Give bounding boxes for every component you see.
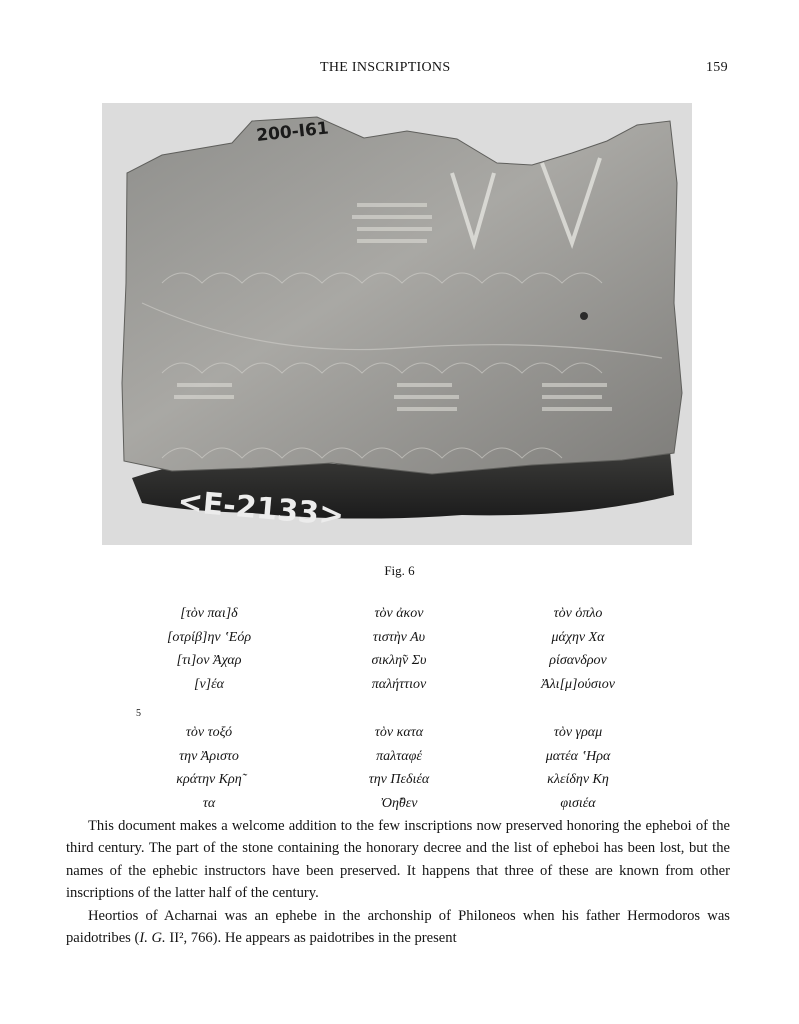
inscription-line: την Πεδιέα [368, 772, 430, 787]
inscription-line: [τι]ον Ἀχαρ [176, 653, 242, 668]
inscription-column-1 [129, 602, 289, 815]
body-text [66, 815, 730, 949]
figure-caption: Fig. 6 [384, 563, 415, 578]
inscription-line: [οτρίβ]ην ʽΕόρ [166, 629, 252, 645]
inscription-line: κράτην Κρη̃ [176, 772, 242, 787]
inscription-line: την Ἀριστο [179, 748, 239, 764]
inscription-line: τὸν ἀκον [374, 606, 424, 621]
inscription-line: [τὸν παι]δ [180, 606, 238, 621]
citation-volume: II² [169, 930, 184, 947]
stone-accession-label-top: 200-Ι61 [255, 118, 330, 146]
running-title: THE INSCRIPTIONS [320, 60, 451, 75]
line-number-marker: 5 [136, 708, 141, 719]
page-number: 159 [706, 60, 728, 75]
inscription-column-2 [319, 602, 479, 815]
inscription-column-3 [498, 602, 658, 815]
stone-accession-label-bottom: <E-2133> [176, 484, 346, 534]
paragraph-1: This document makes a welcome addition to the few inscriptions now preserved honoring the epheboi of the third century. The part of the stone containing the honorary decree and the list of epheboi has been lost, but the names of the ephebic instructors have been preserved. It happens that three of these are known from other inscriptions of the latter half of the century. [66, 818, 730, 902]
inscription-line: ματέα ʽΗρα [545, 748, 611, 764]
inscription-line: Ὀη̃θεν [380, 795, 418, 811]
inscription-line: τὸν ὁπλο [553, 606, 603, 621]
inscription-line: τὸν γραμ [553, 725, 603, 740]
stone-slab [122, 117, 682, 474]
inscription-line: σικλη̃ν Συ [371, 653, 427, 668]
inscription-line: τὸν τοξό [185, 725, 233, 740]
inscription-line: πaλταφέ [376, 748, 422, 764]
inscription-line: παλήττιον [371, 676, 427, 692]
inscription-line: φισιέα [560, 795, 596, 811]
running-head [0, 60, 799, 80]
inscription-line: Ἀλι[μ]ούσιον [541, 676, 615, 692]
citation-ig: I. G. [139, 930, 166, 947]
inscription-line: τα [202, 795, 216, 811]
figure-photograph [102, 103, 692, 545]
paragraph-2: Heortios of Acharnai was an ephebe in the archonship of Philoneos when his father Hermodoros was paidotribes (I. G. II², 766). He appears as paidotribes in the present [66, 907, 730, 947]
inscription-line: ρίσανδρον [549, 653, 607, 668]
inscription-line: [ν]έα [194, 676, 224, 692]
inscription-line: τὸν κατα [374, 725, 424, 740]
inscribed-stone-photo [102, 103, 692, 545]
inscription-line: κλείδην Κη [547, 772, 609, 787]
inscription-line: τιστὴν Αυ [372, 629, 426, 645]
inscription-line: μάχην Χα [551, 629, 605, 645]
